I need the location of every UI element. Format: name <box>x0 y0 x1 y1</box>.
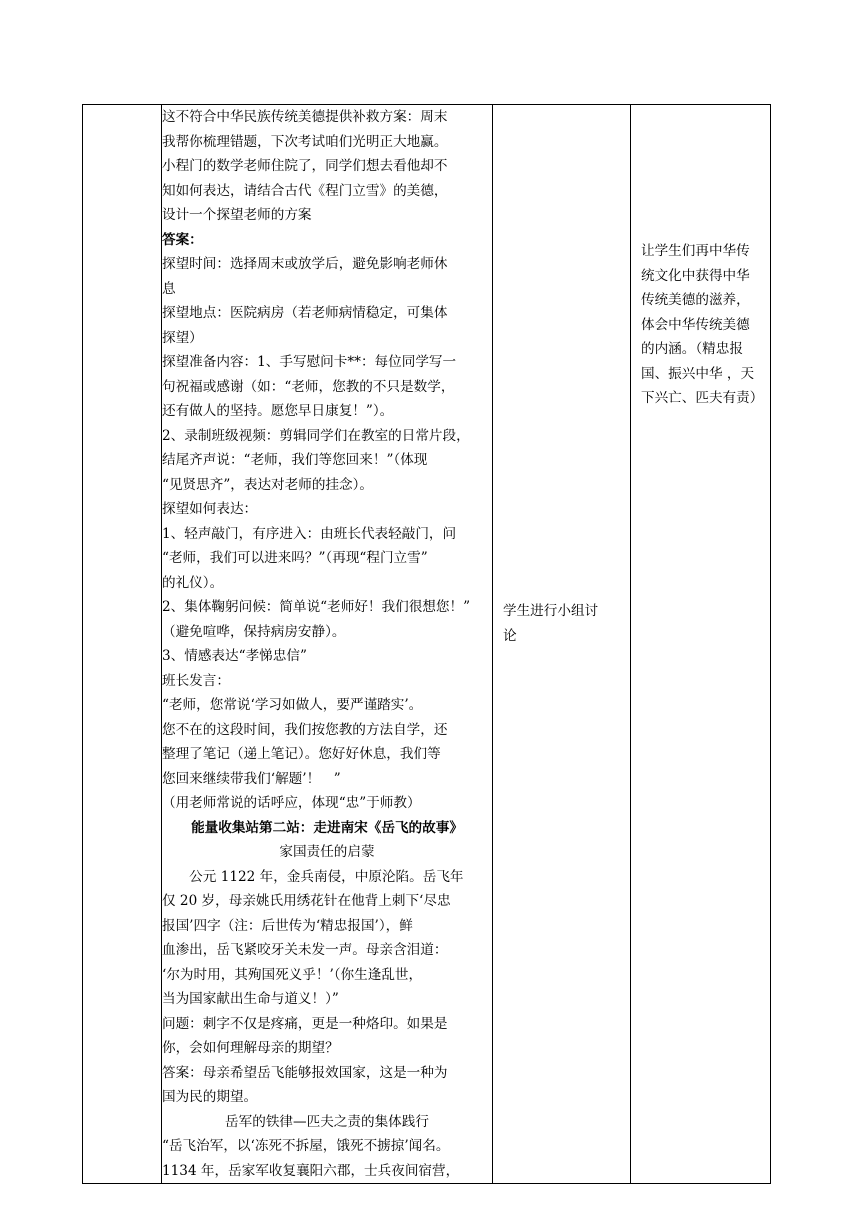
text-line: 报国’四字（注：后世传为‘精忠报国’），鲜 <box>162 917 413 934</box>
section-heading: 能量收集站第二站：走进南宋《岳飞的故事》 <box>191 819 463 836</box>
text-line: 小程门的数学老师住院了，同学们想去看他却不 <box>162 158 448 174</box>
text-line: 让学生们再中华传 <box>641 243 750 259</box>
text-line: 我帮你梳理错题，下次考试咱们光明正大地赢。 <box>162 133 448 150</box>
text-line: 您回来继续带我们‘解题’！ ” <box>162 770 341 787</box>
text-line: 当为国家献出生命与道义！）” <box>162 991 339 1007</box>
text-line: 班长发言： <box>162 672 230 689</box>
text-line: 1134 年，岳家军收复襄阳六郡，士兵夜间宿营， <box>162 1162 460 1179</box>
teaching-activity-cell <box>162 105 493 1184</box>
text-line: 答案：母亲希望岳飞能够报效国家，这是一种为 <box>162 1064 448 1081</box>
text-line: “老师，我们可以进来吗？”（再现“程门立雪” <box>162 550 428 566</box>
subsection-heading: 家国责任的启蒙 <box>279 844 375 860</box>
text-line: 统文化中获得中华 <box>641 267 750 284</box>
text-line: 1、轻声敲门，有序进入：由班长代表轻敲门，问 <box>162 525 457 542</box>
text-line: 结尾齐声说：“老师，我们等您回来！”（体现 <box>162 452 428 468</box>
text-line: 下兴亡、匹夫有责） <box>641 390 764 406</box>
text-line: 知如何表达，请结合古代《程门立雪》的美德， <box>162 182 448 199</box>
text-line: 的礼仪）。 <box>162 574 224 591</box>
text-line: 探望） <box>162 329 203 346</box>
text-line: （用老师常说的话呼应，体现“忠”于师教） <box>162 795 421 811</box>
text-line: 您不在的这段时间，我们按您教的方法自学，还 <box>162 721 448 738</box>
text-line: 国为民的期望。 <box>162 1089 258 1105</box>
text-line: 探望如何表达： <box>162 501 258 517</box>
text-line: 3、情感表达“孝悌忠信” <box>162 648 307 664</box>
text-line: 整理了笔记（递上笔记）。您好好休息，我们等 <box>162 746 441 762</box>
text-line: 息 <box>162 280 176 297</box>
text-line: 公元 1122 年，金兵南侵，中原沦陷。岳飞年 <box>162 868 464 885</box>
text-line: 还有做人的坚持。愿您早日康复！”）。 <box>162 403 394 419</box>
empty-first-column <box>83 105 162 1184</box>
lesson-plan-table <box>82 104 771 1184</box>
design-intent-text <box>641 239 764 411</box>
text-line: 探望准备内容：1、手写慰问卡**：每位同学写一 <box>162 354 457 370</box>
text-line: 的内涵。（精忠报 <box>641 341 743 357</box>
text-line: ‘尔为时用，其殉国死义乎！’（你生逢乱世， <box>162 966 423 983</box>
text-line: “岳飞治军，以‘冻死不拆屋，饿死不掳掠’闻名。 <box>162 1138 450 1154</box>
subsection-heading: 岳军的铁律—匹夫之责的集体践行 <box>225 1113 429 1130</box>
text-line: 探望地点：医院病房（若老师病情稳定，可集体 <box>162 305 448 321</box>
student-activity-cell <box>493 105 631 1184</box>
text-line: 2、录制班级视频：剪辑同学们在教室的日常片段， <box>162 427 470 444</box>
student-activity-text <box>503 599 624 648</box>
text-line: 体会中华传统美德 <box>641 316 750 333</box>
text-line: 传统美德的滋养， <box>641 292 750 308</box>
text-line: （避免喧哗，保持病房安静）。 <box>162 623 346 640</box>
text-line: “老师，您常说‘学习如做人，要严谨踏实’。 <box>162 697 423 713</box>
text-line: 问题：刺字不仅是疼痛，更是一种烙印。如果是 <box>162 1015 448 1032</box>
text-line: 2、集体鞠躬问候：简单说“老师好！我们很想您！” <box>162 599 471 615</box>
text-line: 国、振兴中华 ，天 <box>641 365 755 382</box>
text-line: 句祝福或感谢（如：“老师，您教的不只是数学， <box>162 378 455 395</box>
design-intent-cell <box>631 105 771 1184</box>
text-line: 探望时间：选择周末或放学后，避免影响老师休 <box>162 256 448 272</box>
text-line: 你，会如何理解母亲的期望？ <box>162 1040 339 1056</box>
answer-heading: 答案： <box>162 231 203 248</box>
text-line: 血渗出，岳飞紧咬牙关未发一声。母亲含泪道： <box>162 942 448 958</box>
text-line: 这不符合中华民族传统美德提供补救方案：周末 <box>162 109 448 125</box>
text-line: 设计一个探望老师的方案 <box>162 207 312 223</box>
text-line: 论 <box>503 627 517 644</box>
text-line: “见贤思齐”，表达对老师的挂念）。 <box>162 476 374 493</box>
text-line: 仅 20 岁，母亲姚氏用绣花针在他背上刺下‘尽忠 <box>162 893 451 909</box>
table-row <box>83 105 771 1184</box>
text-line: 学生进行小组讨 <box>503 603 599 619</box>
